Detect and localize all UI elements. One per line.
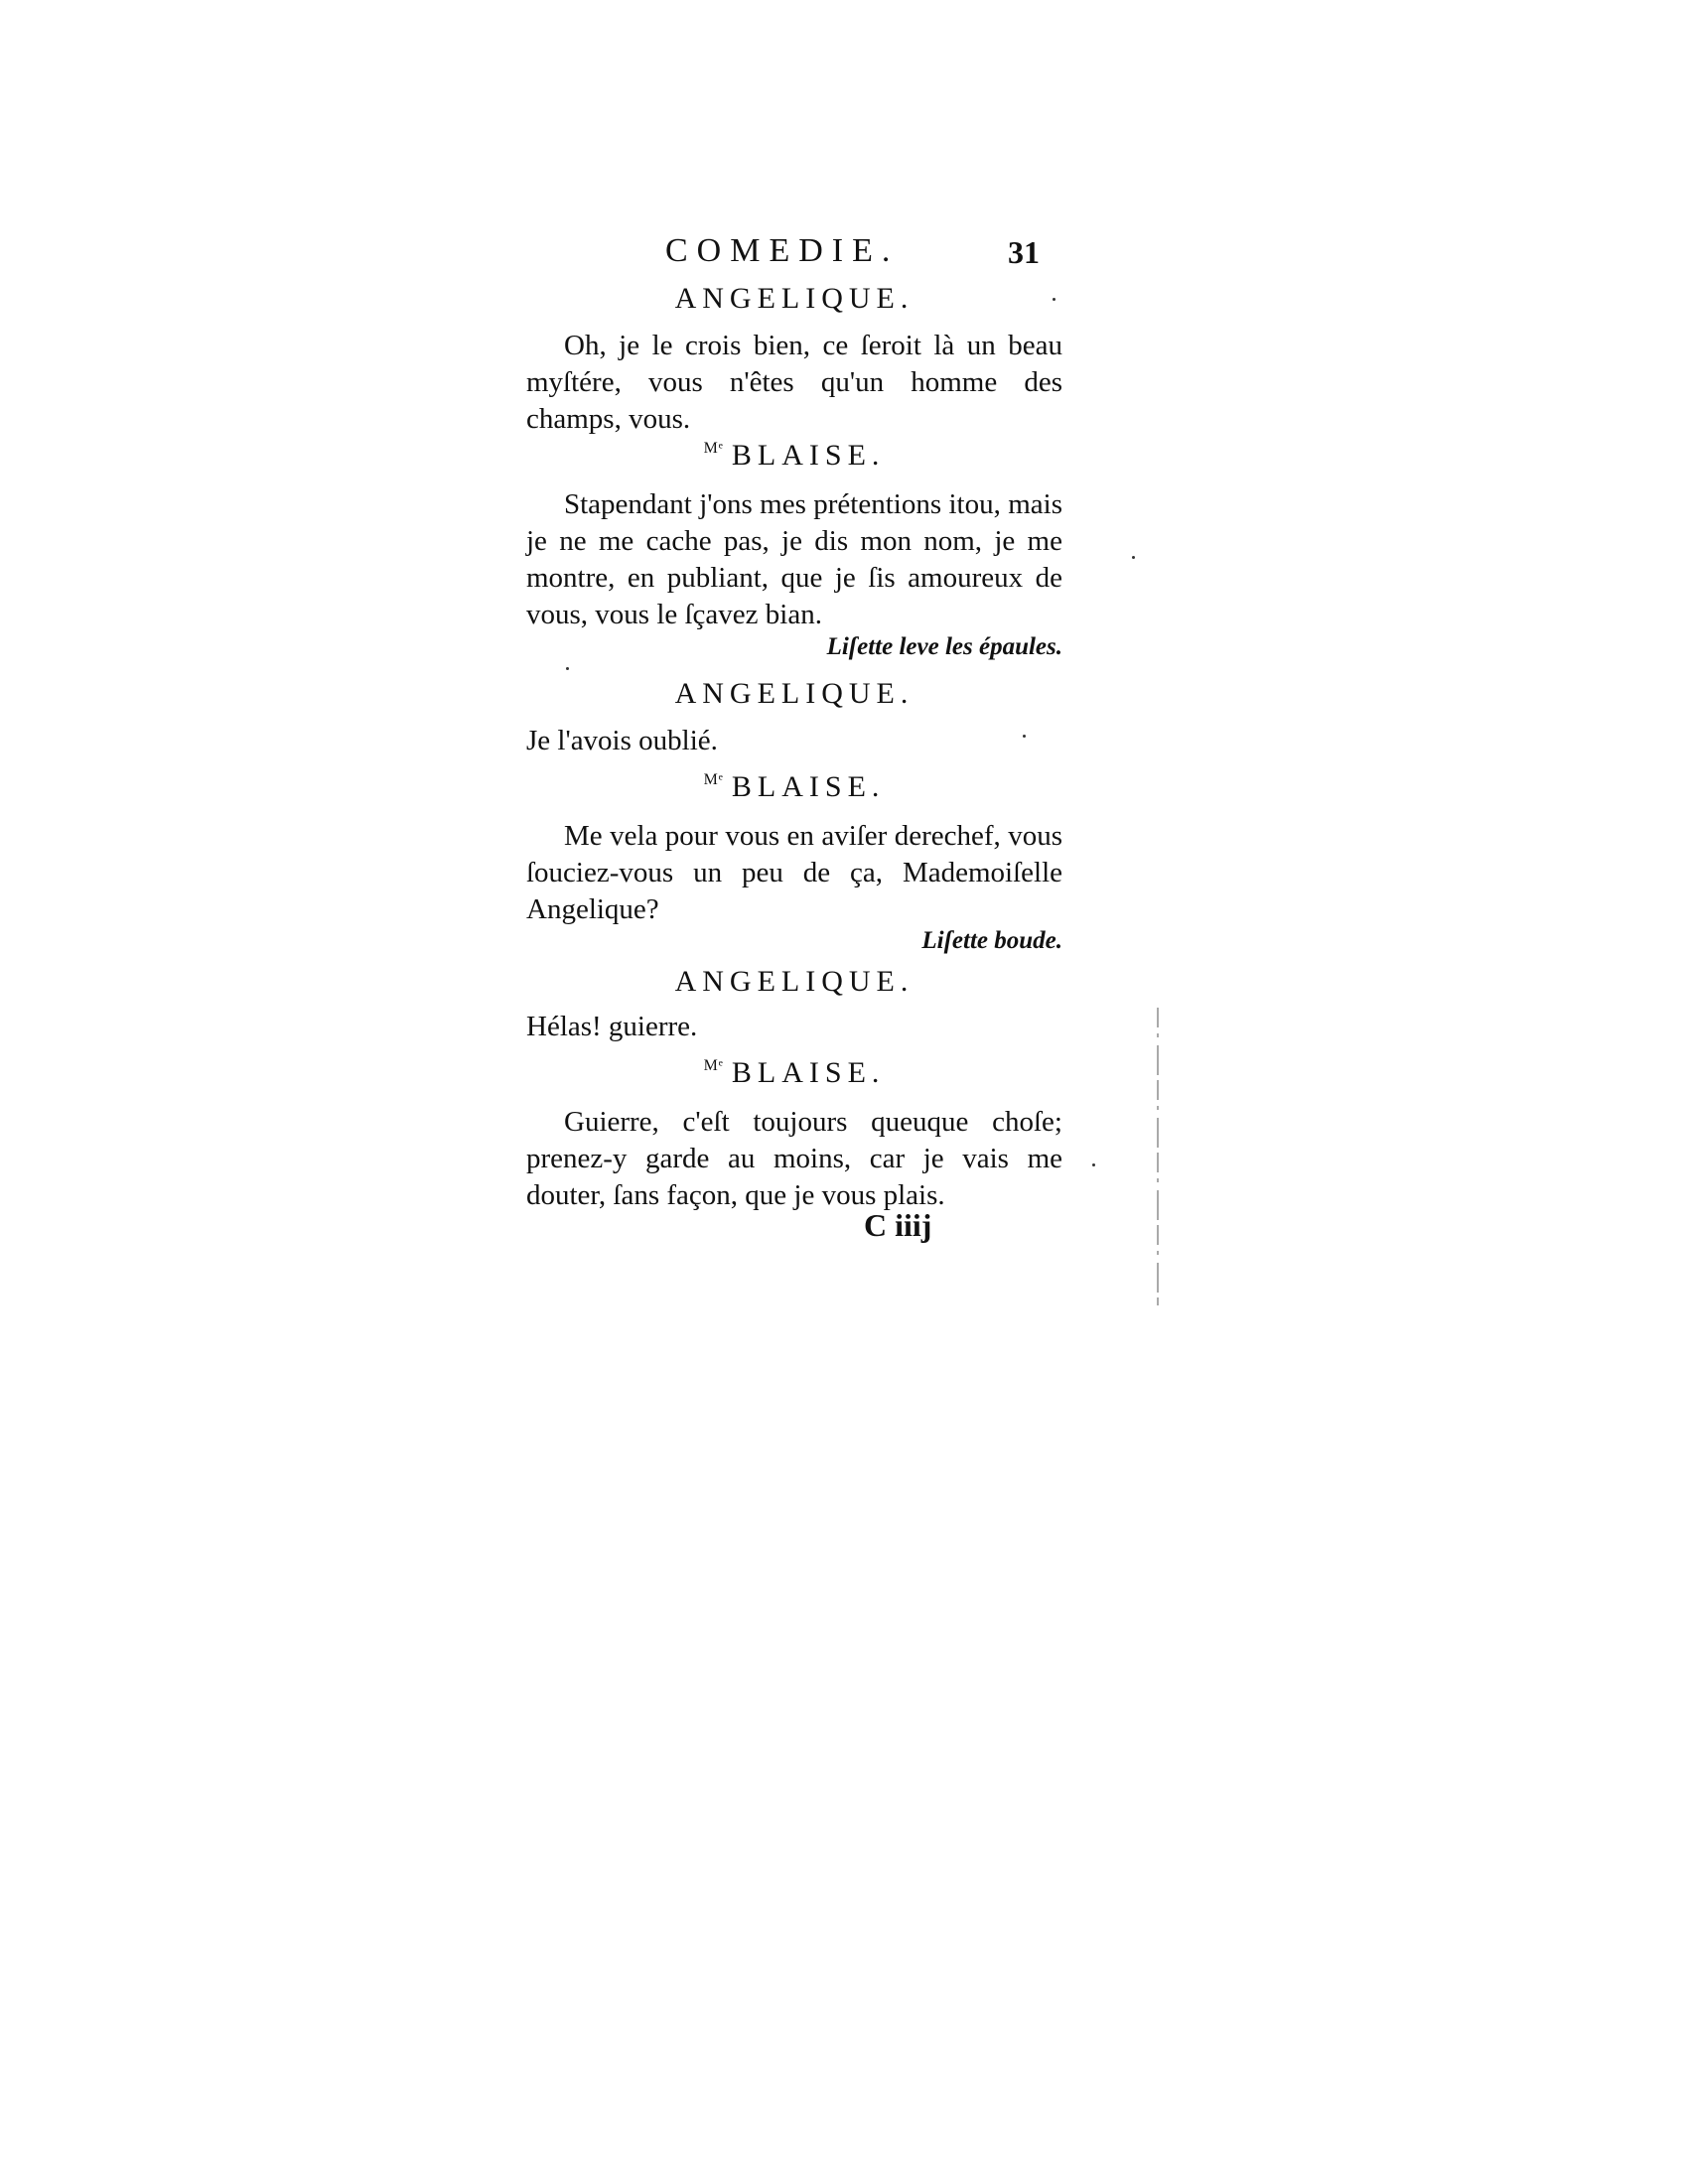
- scan-speck: [1053, 298, 1055, 301]
- speaker-title-prefix: Mᵉ: [703, 1057, 724, 1074]
- scan-speck: [1132, 556, 1135, 559]
- margin-scan-line: [1157, 1008, 1159, 1305]
- running-head: [526, 232, 1062, 282]
- speech-paragraph: Guierre, c'eſt toujours queuque choſe; prenez-y garde au moins, car je vais me douter, ſans façon, que je vous plais.: [526, 1106, 1062, 1211]
- speaker-heading: [526, 677, 1062, 711]
- speech-paragraph: Hélas! guierre.: [526, 1011, 698, 1042]
- scan-speck: [1092, 1163, 1095, 1166]
- speech-paragraph: Oh, je le crois bien, ce ſeroit là un beau myſtére, vous n'êtes qu'un homme des champs, vous.: [526, 330, 1062, 435]
- speaker-name: BLAISE.: [731, 439, 886, 472]
- speaker-name: ANGELIQUE.: [674, 282, 914, 315]
- running-title: COMEDIE.: [665, 232, 900, 269]
- stage-direction: Liſette leve les épaules.: [826, 633, 1062, 660]
- speaker-heading: [526, 965, 1062, 999]
- speech-paragraph: Je l'avois oublié.: [526, 725, 718, 756]
- speaker-heading: [526, 1056, 1062, 1090]
- speech-paragraph: Me vela pour vous en aviſer derechef, vous ſouciez-vous un peu de ça, Mademoiſelle Angelique?: [526, 820, 1062, 925]
- scan-speck: [566, 667, 569, 670]
- speaker-heading: [526, 439, 1062, 473]
- speaker-title-prefix: Mᵉ: [703, 771, 724, 788]
- speaker-name: ANGELIQUE.: [674, 677, 914, 710]
- speaker-heading: [526, 770, 1062, 804]
- scan-speck: [1023, 735, 1026, 738]
- speaker-heading: [526, 282, 1062, 316]
- speaker-name: BLAISE.: [731, 770, 886, 803]
- speaker-title-prefix: Mᵉ: [703, 440, 724, 457]
- speaker-name: ANGELIQUE.: [674, 965, 914, 998]
- signature-mark: C iiij: [864, 1207, 932, 1243]
- speaker-name: BLAISE.: [731, 1056, 886, 1089]
- speech-paragraph: Stapendant j'ons mes prétentions itou, mais je ne me cache pas, je dis mon nom, je me montre, en publiant, que je ſis amoureux de vous, vous le ſçavez bian.: [526, 488, 1062, 630]
- page-number: 31: [1008, 234, 1040, 270]
- stage-direction: Liſette boude.: [921, 927, 1062, 954]
